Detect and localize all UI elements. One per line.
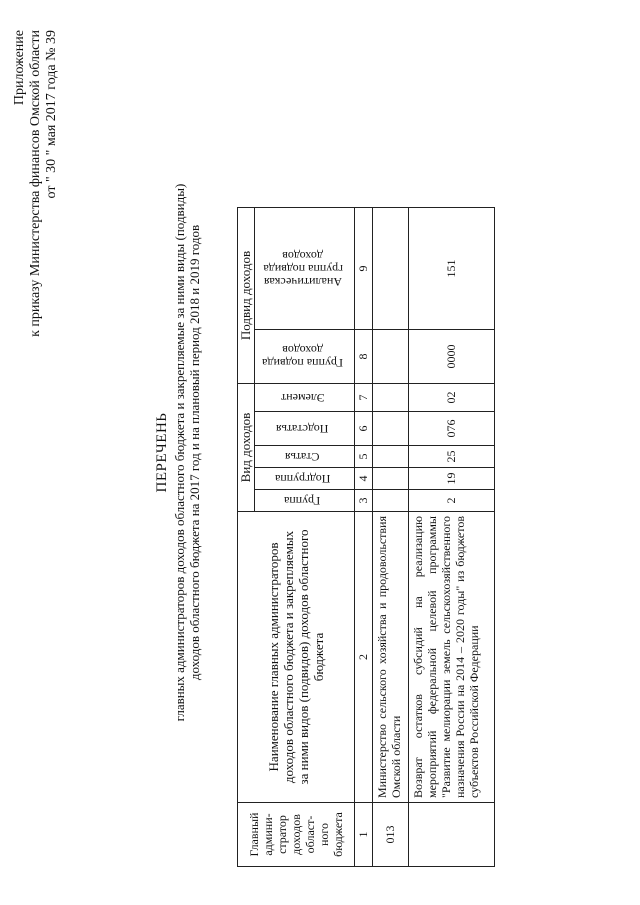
row-code: 151 [409, 208, 495, 330]
header-name-text: Наименование главных администраторов доходов областного бюджета и закрепляемых за ними видов (подвидов) доходов областного бюджета [266, 529, 326, 785]
header-statya [255, 446, 355, 468]
table-row [409, 208, 495, 867]
header-admin-text: Главный админи-стратор доходов област-ного бюджета [247, 812, 345, 857]
row-name: Министерство сельского хозяйства и продовольствия Омской области [373, 512, 409, 803]
header-statya-text: Статья [285, 450, 320, 464]
document-title: ПЕРЕЧЕНЬ [154, 412, 170, 493]
row-code [373, 446, 409, 468]
header-admin [238, 803, 355, 867]
header-element [255, 384, 355, 412]
subtitle-line-2: доходов областного бюджета на 2017 год и на плановый период 2018 и 2019 годов [187, 224, 202, 681]
header-gruppa-podvida [255, 330, 355, 384]
appendix-order: к приказу Министерства финансов Омской области [28, 30, 43, 337]
appendix-block [12, 30, 60, 337]
col-number: 6 [355, 412, 373, 446]
col-number: 9 [355, 208, 373, 330]
column-number-row [355, 208, 373, 867]
header-name [238, 512, 355, 803]
header-gruppa-podvida-text: Группа подвида доходов [262, 343, 343, 371]
income-table [237, 207, 495, 867]
col-number: 1 [355, 803, 373, 867]
header-podgruppa-text: Подгруппа [274, 472, 331, 486]
row-code [373, 384, 409, 412]
header-analit-gruppa [255, 208, 355, 330]
row-code [373, 412, 409, 446]
subtitle-line-1: главных администраторов доходов областного бюджета и закрепляемые за ними виды (подвиды) [172, 183, 187, 722]
row-name: Возврат остатков субсидий на реализацию мероприятий федеральной целевой программы "Развитие мелиорации земель сельскохозяйственного назначения России на 2014 – 2020 годы" из бюджетов субъектов Российской Федерации [409, 512, 495, 803]
row-code: 2 [409, 490, 495, 512]
row-code: 0000 [409, 330, 495, 384]
col-number: 4 [355, 468, 373, 490]
row-code: 19 [409, 468, 495, 490]
row-code: 02 [409, 384, 495, 412]
appendix-title: Приложение [12, 30, 27, 106]
row-admin-code [409, 803, 495, 867]
header-vid-group: Вид доходов [238, 384, 255, 512]
table-row [373, 208, 409, 867]
appendix-date: от " 30 " мая 2017 года № 39 [44, 30, 59, 199]
row-code [373, 330, 409, 384]
col-number: 2 [355, 512, 373, 803]
row-code: 076 [409, 412, 495, 446]
header-gruppa-text: Группа [284, 494, 321, 508]
header-podstatya-text: Подстатья [276, 422, 329, 436]
row-code [373, 208, 409, 330]
col-number: 7 [355, 384, 373, 412]
row-admin-code: 013 [373, 803, 409, 867]
row-code: 25 [409, 446, 495, 468]
header-podgruppa [255, 468, 355, 490]
col-number: 5 [355, 446, 373, 468]
header-podvid-group: Подвид доходов [238, 208, 255, 384]
row-code [373, 490, 409, 512]
col-number: 8 [355, 330, 373, 384]
row-code [373, 468, 409, 490]
header-analit-gruppa-text: Аналитическая группа подвида доходов [262, 249, 343, 289]
header-gruppa [255, 490, 355, 512]
header-element-text: Элемент [280, 391, 325, 405]
col-number: 3 [355, 490, 373, 512]
header-podstatya [255, 412, 355, 446]
document-subtitle [172, 0, 202, 905]
